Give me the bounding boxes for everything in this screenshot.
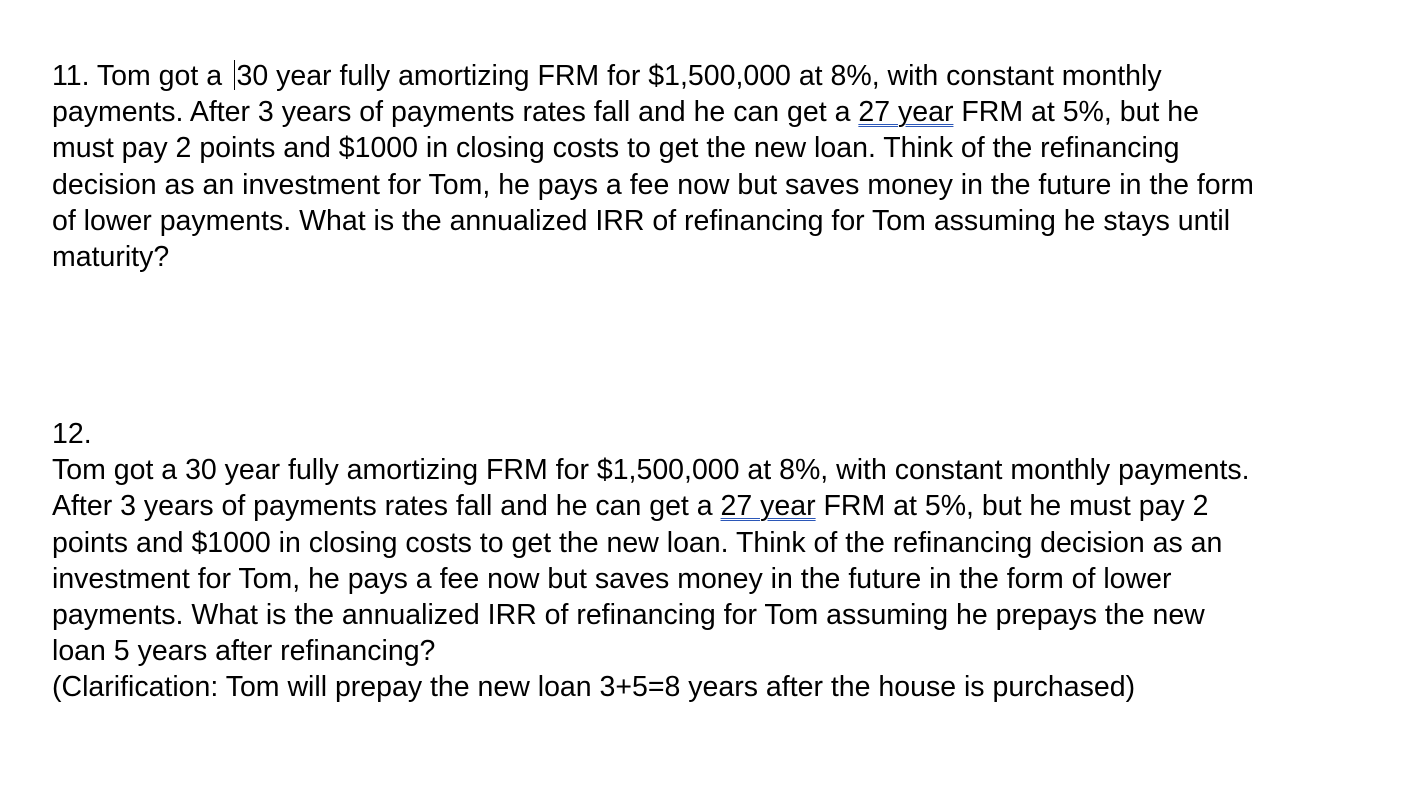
question-12-line-3: points and $1000 in closing costs to get the new loan. Think of the refinancing decision as an xyxy=(52,526,1223,559)
grammar-flag-27-year[interactable]: 27 year xyxy=(858,96,954,129)
question-11-text-start: 11. Tom got a xyxy=(52,60,230,92)
question-11-line-4: decision as an investment for Tom, he pays a fee now but saves money in the future in the form xyxy=(52,168,1254,201)
question-11-line-3: must pay 2 points and $1000 in closing costs to get the new loan. Think of the refinancing xyxy=(52,132,1180,165)
question-12-line-4: investment for Tom, he pays a fee now but saves money in the future in the form of lower xyxy=(52,562,1172,595)
question-12-clarification: (Clarification: Tom will prepay the new loan 3+5=8 years after the house is purchased) xyxy=(52,671,1136,704)
question-11-line-6: maturity? xyxy=(52,241,170,274)
question-12-text: FRM at 5%, but he must pay 2 xyxy=(815,490,1209,523)
question-11-text: 30 year fully amortizing FRM for $1,500,000 at 8%, with constant monthly xyxy=(236,60,1162,92)
question-11 xyxy=(52,58,1382,275)
question-12-line-2 xyxy=(52,488,1382,524)
question-12-line-1: Tom got a 30 year fully amortizing FRM for $1,500,000 at 8%, with constant monthly payments. xyxy=(52,454,1250,487)
question-11-line-1 xyxy=(52,58,1382,94)
question-11-line-2 xyxy=(52,94,1382,130)
question-11-line-5: of lower payments. What is the annualized IRR of refinancing for Tom assuming he stays until xyxy=(52,204,1231,237)
question-11-text: FRM at 5%, but he xyxy=(953,96,1199,129)
grammar-flag-27-year[interactable]: 27 year xyxy=(720,490,816,523)
question-12-number: 12. xyxy=(52,418,92,450)
question-12-text: After 3 years of payments rates fall and he can get a xyxy=(52,490,721,523)
question-12 xyxy=(52,416,1382,706)
question-11-text: payments. After 3 years of payments rates fall and he can get a xyxy=(52,96,859,129)
question-12-line-5: payments. What is the annualized IRR of refinancing for Tom assuming he prepays the new xyxy=(52,599,1205,632)
question-12-line-6: loan 5 years after refinancing? xyxy=(52,635,436,668)
